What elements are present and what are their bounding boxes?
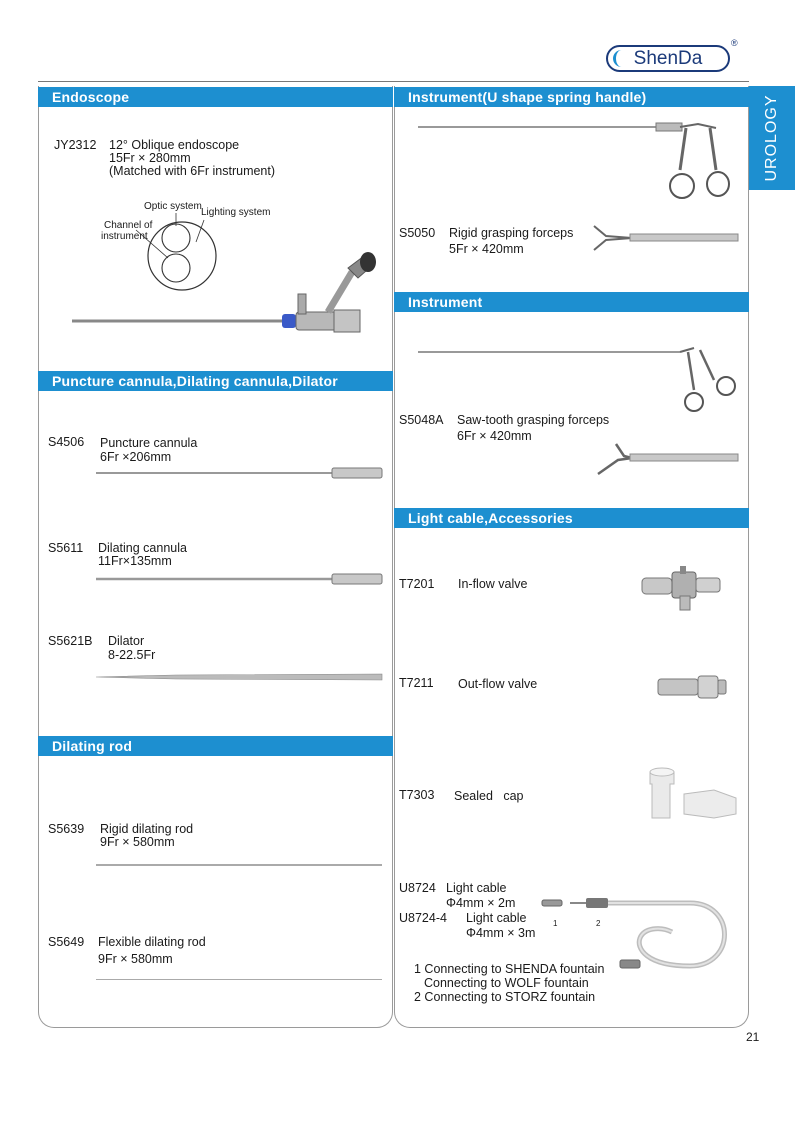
- brand-name: ShenDa: [633, 48, 703, 69]
- grasping-jaw-detail-illustration: [592, 222, 742, 256]
- cable1-code: U8724: [399, 881, 436, 895]
- endoscope-note: (Matched with 6Fr instrument): [109, 164, 276, 178]
- item-code: T7201: [399, 577, 435, 591]
- header-rule: [38, 81, 749, 82]
- connector-marker-1: 1: [553, 919, 558, 928]
- endoscope-code: JY2312: [54, 138, 97, 152]
- spring-handle-forceps-illustration: [418, 114, 738, 204]
- in-flow-valve-illustration: [640, 566, 722, 612]
- cable1-size: Φ4mm × 2m: [446, 896, 516, 910]
- connector-marker-2: 2: [596, 919, 601, 928]
- item-name: Dilator: [108, 634, 145, 648]
- item-name: Dilating cannula: [98, 541, 187, 555]
- dilator-illustration: [96, 670, 386, 684]
- saw-tooth-jaw-detail-illustration: [594, 440, 742, 480]
- cable2-name: Light cable: [466, 911, 527, 925]
- endoscope-size: 15Fr × 280mm: [109, 151, 191, 165]
- item-code: S5611: [48, 541, 84, 555]
- item-code: S5649: [48, 935, 85, 949]
- section-endoscope-header: Endoscope: [38, 87, 393, 107]
- side-tab-label: UROLOGY: [763, 94, 780, 182]
- section-dilating-rod-header: Dilating rod: [38, 736, 393, 756]
- diagram-label-channel-1: Channel of: [104, 220, 153, 231]
- diagram-label-lighting: Lighting system: [201, 207, 271, 218]
- endoscope-name: 12° Oblique endoscope: [109, 138, 240, 152]
- rigid-dilating-rod-illustration: [96, 864, 382, 866]
- instrument-u-code: S5050: [399, 226, 436, 240]
- cable1-name: Light cable: [446, 881, 507, 895]
- saw-tooth-forceps-illustration: [418, 342, 738, 416]
- section-instrument-u-header: Instrument(U shape spring handle): [394, 87, 749, 107]
- item-code: S4506: [48, 435, 85, 449]
- item-name: Flexible dilating rod: [98, 935, 206, 949]
- item-name: Sealed cap: [454, 789, 524, 803]
- item-name: Out-flow valve: [458, 677, 538, 691]
- puncture-cannula-illustration: [96, 466, 386, 480]
- sealed-cap-illustration: [640, 766, 740, 826]
- instrument-size: 6Fr × 420mm: [457, 429, 532, 443]
- item-name: Rigid dilating rod: [100, 822, 194, 836]
- out-flow-valve-illustration: [656, 676, 728, 698]
- item-name: In-flow valve: [458, 577, 528, 591]
- item-code: S5621B: [48, 634, 93, 648]
- instrument-u-size: 5Fr × 420mm: [449, 242, 524, 256]
- diagram-label-optic: Optic system: [144, 201, 202, 212]
- note-line: 1 Connecting to SHENDA fountain: [414, 962, 605, 976]
- item-size: 9Fr × 580mm: [100, 835, 175, 849]
- item-code: S5639: [48, 822, 85, 836]
- item-code: T7303: [399, 788, 435, 802]
- section-instrument-header: Instrument: [394, 292, 749, 312]
- logo-swoosh-icon: [613, 50, 626, 67]
- instrument-code: S5048A: [399, 413, 444, 427]
- item-size: 8-22.5Fr: [108, 648, 156, 662]
- page-number: 21: [746, 1030, 760, 1044]
- item-size: 11Fr×135mm: [98, 554, 172, 568]
- item-size: 9Fr × 580mm: [98, 952, 173, 966]
- side-tab: [749, 86, 795, 190]
- instrument-u-name: Rigid grasping forceps: [449, 226, 574, 240]
- endoscope-illustration: [70, 250, 380, 350]
- note-line: Connecting to WOLF fountain: [424, 976, 589, 990]
- cable2-size: Φ4mm × 3m: [466, 926, 536, 940]
- flexible-dilating-rod-illustration: [96, 979, 382, 980]
- item-size: 6Fr ×206mm: [100, 450, 172, 464]
- item-code: T7211: [399, 676, 434, 690]
- diagram-label-channel-2: instrument: [101, 231, 148, 242]
- section-puncture-header: Puncture cannula,Dilating cannula,Dilator: [38, 371, 393, 391]
- section-light-cable-header: Light cable,Accessories: [394, 508, 749, 528]
- instrument-name: Saw-tooth grasping forceps: [457, 413, 610, 427]
- brand-logo: [606, 45, 730, 72]
- dilating-cannula-illustration: [96, 572, 386, 586]
- cable2-code: U8724-4: [399, 911, 447, 925]
- item-name: Puncture cannula: [100, 436, 198, 450]
- note-line: 2 Connecting to STORZ fountain: [414, 990, 596, 1004]
- registered-mark: ®: [731, 38, 738, 48]
